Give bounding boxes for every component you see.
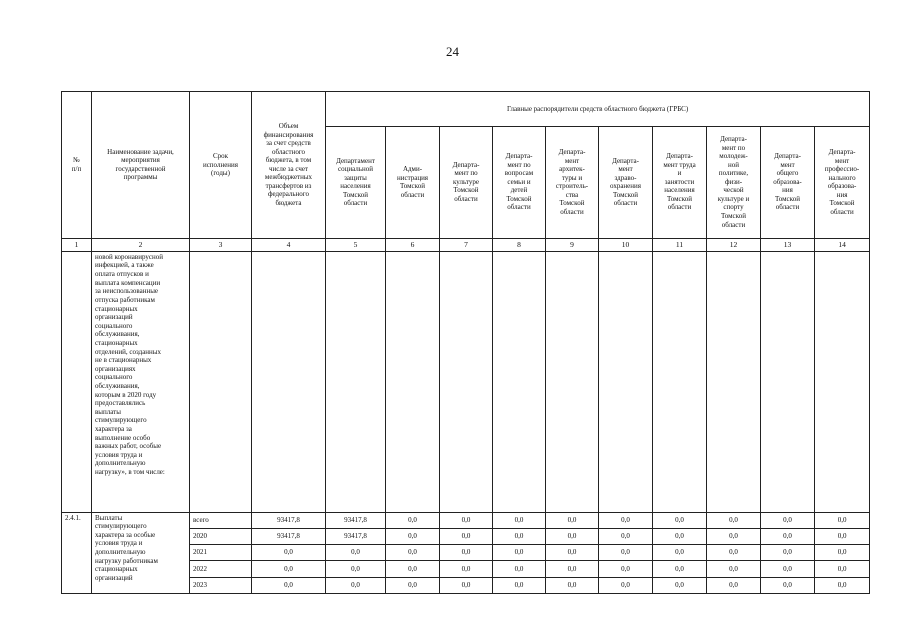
value-cell: 0,0	[440, 545, 493, 561]
value-cell: 0,0	[761, 512, 815, 528]
term-cell: 2021	[190, 545, 252, 561]
cont-cell-num	[62, 251, 92, 512]
header-department: Департа- мент по молодеж- ной политике, физи- ческой культуре и спорту Томской области	[707, 126, 761, 238]
value-cell: 0,0	[546, 577, 599, 593]
value-cell: 0,0	[493, 528, 546, 544]
value-cell: 0,0	[386, 577, 440, 593]
value-cell: 0,0	[386, 545, 440, 561]
value-cell: 0,0	[493, 512, 546, 528]
column-number: 8	[493, 238, 546, 251]
column-number: 1	[62, 238, 92, 251]
value-cell: 93417,8	[326, 512, 386, 528]
value-cell: 0,0	[815, 545, 870, 561]
column-number: 4	[252, 238, 326, 251]
value-cell: 0,0	[386, 561, 440, 577]
value-cell: 93417,8	[252, 528, 326, 544]
value-cell: 0,0	[653, 545, 707, 561]
term-cell: 2022	[190, 561, 252, 577]
term-cell: всего	[190, 512, 252, 528]
header-department: Адми- нистрация Томской области	[386, 126, 440, 238]
page-number: 24	[446, 44, 459, 59]
value-cell: 0,0	[707, 512, 761, 528]
value-cell: 0,0	[815, 512, 870, 528]
value-cell: 0,0	[599, 545, 653, 561]
value-cell: 0,0	[653, 577, 707, 593]
table-row	[62, 512, 870, 528]
value-cell: 0,0	[440, 528, 493, 544]
header-department: Департа- мент по вопросам семьи и детей Томской области	[493, 126, 546, 238]
value-cell: 0,0	[653, 561, 707, 577]
column-number: 5	[326, 238, 386, 251]
value-cell: 0,0	[599, 577, 653, 593]
header-col-name: Наименование задачи, мероприятия государственной программы	[92, 92, 190, 239]
value-cell: 0,0	[599, 512, 653, 528]
item-name: Выплаты стимулирующего характера за особые условия труда и дополнительную нагрузку работникам стационарных организаций	[92, 512, 190, 593]
value-cell: 0,0	[546, 512, 599, 528]
value-cell: 0,0	[493, 577, 546, 593]
value-cell: 0,0	[252, 545, 326, 561]
header-col-volume: Объем финансирования за счет средств областного бюджета, в том числе за счет межбюджетных трансфертов из федерального бюджета	[252, 92, 326, 239]
term-cell: 2023	[190, 577, 252, 593]
header-department: Департамент социальной защиты населения Томской области	[326, 126, 386, 238]
header-col-num: № п/п	[62, 92, 92, 239]
header-col-term: Срок исполнения (годы)	[190, 92, 252, 239]
column-number: 3	[190, 238, 252, 251]
header-department: Департа- мент архитек- туры и строитель- ства Томской области	[546, 126, 599, 238]
value-cell: 0,0	[326, 545, 386, 561]
value-cell: 0,0	[653, 528, 707, 544]
value-cell: 0,0	[493, 561, 546, 577]
value-cell: 0,0	[440, 577, 493, 593]
column-number: 10	[599, 238, 653, 251]
header-department: Департа- мент по культуре Томской области	[440, 126, 493, 238]
value-cell: 0,0	[252, 577, 326, 593]
value-cell: 0,0	[546, 561, 599, 577]
column-number: 6	[386, 238, 440, 251]
value-cell: 0,0	[815, 528, 870, 544]
value-cell: 93417,8	[326, 528, 386, 544]
header-group-grbs: Главные распорядители средств областного бюджета (ГРБС)	[326, 92, 870, 127]
column-number: 14	[815, 238, 870, 251]
value-cell: 0,0	[440, 561, 493, 577]
value-cell: 0,0	[252, 561, 326, 577]
value-cell: 0,0	[386, 528, 440, 544]
header-department: Департа- мент общего образова- ния Томской области	[761, 126, 815, 238]
value-cell: 0,0	[761, 545, 815, 561]
item-number: 2.4.1.	[62, 512, 92, 593]
value-cell: 0,0	[761, 561, 815, 577]
value-cell: 0,0	[493, 545, 546, 561]
value-cell: 0,0	[707, 561, 761, 577]
value-cell: 0,0	[707, 545, 761, 561]
value-cell: 0,0	[326, 577, 386, 593]
value-cell: 0,0	[761, 577, 815, 593]
value-cell: 0,0	[761, 528, 815, 544]
header-department: Департа- мент здраво- охранения Томской области	[599, 126, 653, 238]
value-cell: 0,0	[707, 577, 761, 593]
value-cell: 0,0	[546, 545, 599, 561]
value-cell: 0,0	[440, 512, 493, 528]
value-cell: 0,0	[815, 577, 870, 593]
value-cell: 0,0	[386, 512, 440, 528]
column-number: 13	[761, 238, 815, 251]
value-cell: 0,0	[599, 528, 653, 544]
header-department: Департа- мент профессио- нального образова- ния Томской области	[815, 126, 870, 238]
value-cell: 0,0	[546, 528, 599, 544]
value-cell: 0,0	[653, 512, 707, 528]
column-number: 11	[653, 238, 707, 251]
column-number: 9	[546, 238, 599, 251]
value-cell: 0,0	[815, 561, 870, 577]
value-cell: 93417,8	[252, 512, 326, 528]
value-cell: 0,0	[326, 561, 386, 577]
continuation-text: новой коронавирусной инфекцией, а также оплата отпусков и выплата компенсации за неиспользованные отпуска работникам стационарных организаций социального обслуживания, стационарных отделений, созданных не в стационарных организациях социального обслуживания, которым в 2020 году предоставлялись выплаты стимулирующего характера за выполнение особо важных работ, особые условия труда и дополнительную нагрузку», в том числе:	[92, 251, 190, 512]
value-cell: 0,0	[707, 528, 761, 544]
column-number: 7	[440, 238, 493, 251]
column-number: 12	[707, 238, 761, 251]
term-cell: 2020	[190, 528, 252, 544]
financing-table	[61, 91, 870, 594]
header-department: Департа- мент труда и занятости населения Томской области	[653, 126, 707, 238]
column-number: 2	[92, 238, 190, 251]
value-cell: 0,0	[599, 561, 653, 577]
